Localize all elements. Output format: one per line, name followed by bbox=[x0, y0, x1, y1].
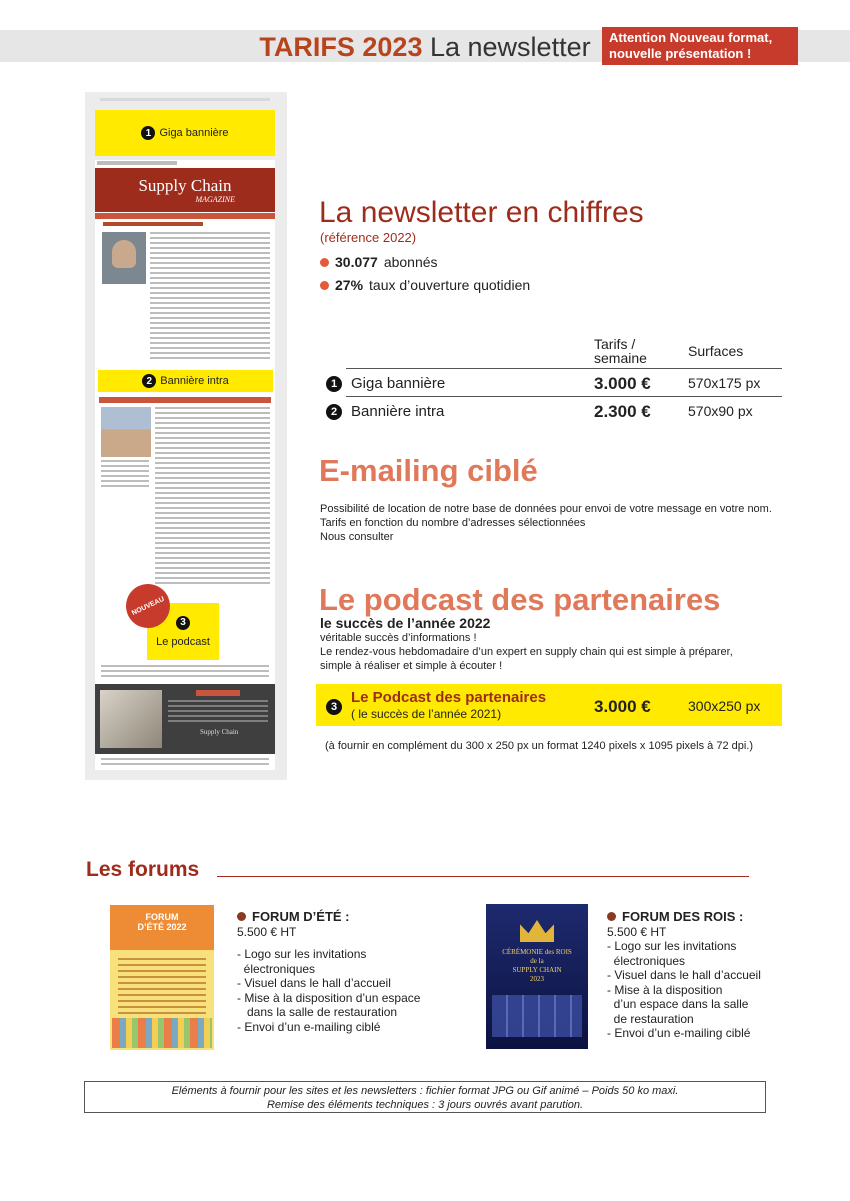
preview-section-bar bbox=[95, 213, 275, 219]
podcast-label: Le podcast bbox=[156, 635, 210, 648]
table-rule bbox=[346, 396, 782, 397]
nouveau-badge: NOUVEAU bbox=[119, 577, 177, 635]
emailing-title: E-mailing ciblé bbox=[319, 453, 538, 488]
technical-note-line: Remise des éléments techniques : 3 jours ouvrés avant parution. bbox=[266, 1099, 584, 1111]
intra-label: Bannière intra bbox=[160, 375, 229, 387]
attention-badge bbox=[602, 27, 798, 65]
podcast-number-badge: 3 bbox=[326, 699, 342, 715]
row-size: 570x90 px bbox=[688, 403, 753, 419]
preview-top-line bbox=[100, 98, 270, 101]
preview-giga-banner bbox=[95, 110, 275, 156]
row-price: 2.300 € bbox=[594, 402, 651, 421]
list-item: - Mise à la disposition bbox=[607, 982, 723, 997]
col-tarifs-line-1: Tarifs / bbox=[594, 336, 636, 352]
technical-notes-box bbox=[84, 1081, 766, 1113]
preview-footer-text bbox=[101, 665, 269, 679]
forum-ete-poster-text bbox=[118, 958, 206, 1018]
chiffres-reference: (référence 2022) bbox=[320, 230, 417, 245]
preview-building-photo bbox=[101, 407, 151, 457]
podcast-line: simple à réaliser et simple à écouter ! bbox=[320, 660, 503, 672]
table-row-giga bbox=[326, 375, 445, 392]
podcast-line: Le rendez-vous hebdomadaire d’un expert en supply chain qui est simple à préparer, bbox=[320, 646, 733, 658]
list-item: - Logo sur les invitations bbox=[237, 947, 367, 961]
preview-brand-banner bbox=[95, 168, 275, 212]
poster-title-line: D’ÉTÉ 2022 bbox=[137, 922, 187, 932]
poster-title-line: 2023 bbox=[530, 975, 544, 983]
row-number-badge: 1 bbox=[326, 376, 342, 392]
row-name: Bannière intra bbox=[351, 403, 445, 420]
forum-ete-poster-title bbox=[110, 912, 214, 932]
row-size: 570x175 px bbox=[688, 375, 761, 391]
emailing-line: Nous consulter bbox=[320, 531, 394, 543]
podcast-row-name: Le Podcast des partenaires bbox=[351, 689, 547, 706]
preview-meta-line bbox=[97, 161, 177, 165]
list-item: - Visuel dans le hall d’accueil bbox=[237, 976, 391, 990]
poster-title-line: CÉRÉMONIE des ROIS bbox=[502, 948, 572, 956]
row-price: 3.000 € bbox=[594, 374, 651, 393]
attention-line-1: Attention Nouveau format, bbox=[609, 30, 773, 45]
preview-intra-banner bbox=[98, 370, 273, 392]
preview-caption-text bbox=[101, 460, 149, 490]
podcast-number bbox=[326, 697, 342, 715]
title-rest: La newsletter bbox=[429, 32, 591, 62]
forum-ete-poster-people bbox=[112, 1018, 212, 1048]
list-item: - Envoi d’un e-mailing ciblé bbox=[237, 1019, 381, 1034]
forum-ete-name bbox=[237, 909, 350, 924]
forum-rois-poster-title bbox=[486, 948, 588, 984]
stat-value: 27% bbox=[335, 277, 364, 293]
poster-title-line: de la bbox=[530, 957, 544, 965]
chiffres-title: La newsletter en chiffres bbox=[319, 196, 644, 229]
podcast-note: (à fournir en complément du 300 x 250 px un format 1240 pixels x 1095 pixels à 72 dpi.) bbox=[325, 740, 754, 752]
preview-section-bar-2 bbox=[99, 397, 271, 403]
bullet-dot bbox=[237, 912, 246, 921]
col-header-tarifs bbox=[594, 337, 647, 365]
forum-ete-label: FORUM D’ÉTÉ : bbox=[252, 909, 350, 924]
intra-number-badge: 2 bbox=[142, 374, 156, 388]
forum-rois-list bbox=[607, 939, 761, 1041]
row-number-badge: 2 bbox=[326, 404, 342, 420]
preview-brand-sub: MAGAZINE bbox=[195, 194, 235, 204]
forum-rois-name bbox=[607, 909, 743, 924]
poster-title-line: SUPPLY CHAIN bbox=[512, 966, 562, 974]
row-name: Giga bannière bbox=[351, 375, 446, 392]
giga-number-badge: 1 bbox=[141, 126, 155, 140]
podcast-title: Le podcast des partenaires bbox=[319, 582, 721, 617]
stat-value: 30.077 bbox=[335, 254, 378, 270]
stat-label: abonnés bbox=[383, 254, 438, 270]
attention-line-2: nouvelle présentation ! bbox=[609, 46, 752, 61]
technical-note-line: Eléments à fournir pour les sites et les newsletters : fichier format JPG ou Gif animé – Poids 50 ko maxi. bbox=[171, 1085, 679, 1097]
stat-ouverture bbox=[320, 277, 530, 293]
list-item: dans la salle de restauration bbox=[237, 1005, 398, 1019]
podcast-row-year: ( le succès de l’année 2021) bbox=[351, 707, 502, 721]
preview-ad-brand: Supply Chain bbox=[200, 728, 239, 736]
emailing-text bbox=[320, 502, 790, 544]
forum-rois-label: FORUM DES ROIS : bbox=[622, 909, 744, 924]
preview-brand-name: Supply Chain bbox=[138, 175, 232, 195]
col-header-surfaces: Surfaces bbox=[688, 343, 744, 359]
preview-ad-text bbox=[168, 700, 268, 722]
preview-article-text bbox=[150, 232, 270, 362]
emailing-line: Possibilité de location de notre base de données pour envoi de votre message en votre nom. bbox=[320, 503, 772, 515]
giga-label: Giga bannière bbox=[159, 127, 229, 139]
table-row-intra bbox=[326, 403, 444, 420]
podcast-row-price: 3.000 € bbox=[594, 697, 651, 716]
table-rule bbox=[346, 368, 782, 369]
podcast-number-badge: 3 bbox=[176, 616, 190, 630]
preview-article-text-2 bbox=[155, 407, 270, 587]
emailing-line: Tarifs en fonction du nombre d’adresses sélectionnées bbox=[320, 517, 586, 529]
list-item: - Visuel dans le hall d’accueil bbox=[607, 968, 761, 982]
preview-headline bbox=[103, 222, 203, 226]
list-item: d’un espace dans la salle bbox=[607, 997, 749, 1011]
stat-abonnes bbox=[320, 254, 438, 270]
col-tarifs-line-2: semaine bbox=[594, 350, 647, 366]
forums-rule bbox=[217, 876, 749, 877]
list-item: - Envoi d’un e-mailing ciblé bbox=[607, 1026, 751, 1040]
preview-ad-button bbox=[196, 690, 240, 696]
forum-ete-list bbox=[237, 947, 420, 1034]
poster-title-line: FORUM bbox=[145, 912, 179, 922]
list-item: - Logo sur les invitations bbox=[607, 939, 737, 953]
bullet-dot bbox=[320, 281, 329, 290]
podcast-text bbox=[320, 631, 790, 673]
list-item: - Mise à la disposition d’un espace bbox=[237, 990, 421, 1005]
forum-rois-poster-photos bbox=[492, 995, 582, 1037]
bullet-dot bbox=[607, 912, 616, 921]
stat-label: taux d’ouverture quotidien bbox=[369, 277, 531, 293]
title-strong: TARIFS 2023 bbox=[259, 32, 423, 62]
list-item: électroniques bbox=[607, 953, 686, 968]
bullet-dot bbox=[320, 258, 329, 267]
preview-ad-image bbox=[100, 690, 162, 748]
preview-legal-text bbox=[101, 758, 269, 768]
preview-portrait-face bbox=[112, 240, 136, 268]
forum-ete-price: 5.500 € HT bbox=[237, 925, 297, 939]
podcast-subtitle: le succès de l’année 2022 bbox=[320, 615, 491, 631]
list-item: de restauration bbox=[607, 1011, 694, 1026]
list-item: électroniques bbox=[237, 961, 316, 976]
podcast-line: véritable succès d’informations ! bbox=[320, 632, 477, 644]
podcast-row-size: 300x250 px bbox=[688, 698, 761, 714]
forum-rois-price: 5.500 € HT bbox=[607, 925, 667, 939]
forums-title: Les forums bbox=[86, 858, 200, 881]
